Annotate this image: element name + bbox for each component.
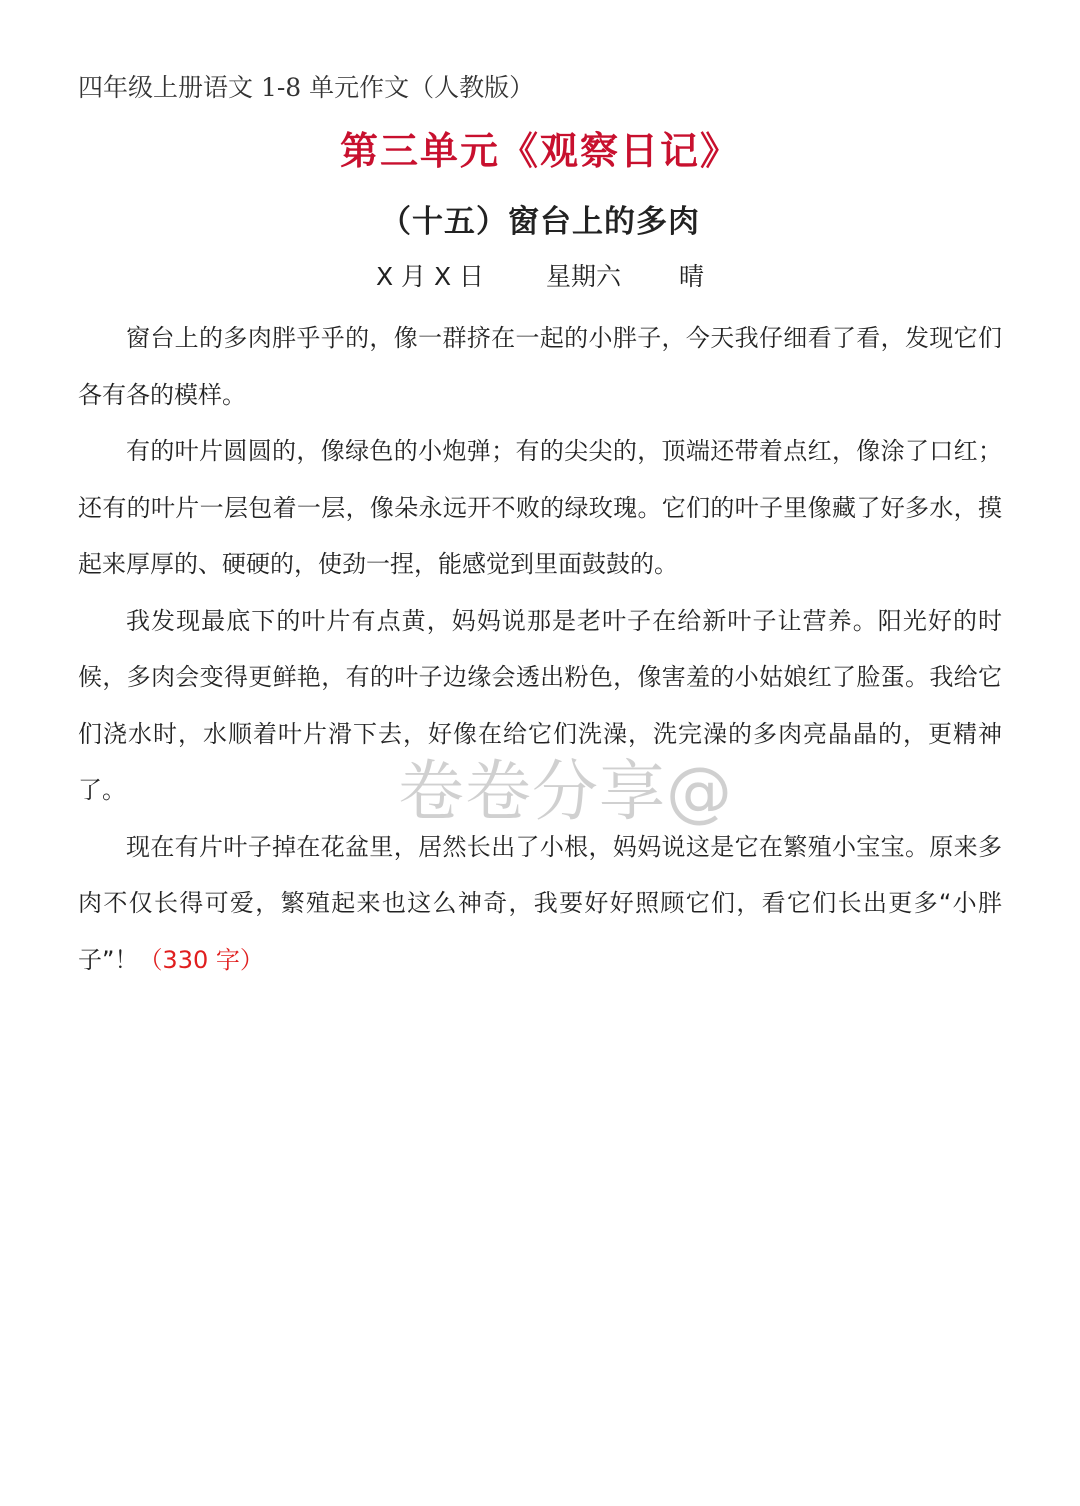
unit-title: 第三单元《观察日记》 <box>339 129 740 173</box>
book-header: 四年级上册语文 1-8 单元作文（人教版） <box>78 73 535 102</box>
diary-date: X 月 X 日 <box>375 262 485 291</box>
diary-date-line <box>0 257 1080 293</box>
essay-body <box>78 310 1002 988</box>
paragraph: 窗台上的多肉胖乎乎的，像一群挤在一起的小胖子，今天我仔细看了看，发现它们各有各的模样。 <box>78 324 1002 409</box>
paragraph: 有的叶片圆圆的，像绿色的小炮弹；有的尖尖的，顶端还带着点红，像涂了口红；还有的叶片一层包着一层，像朵永远开不败的绿玫瑰。它们的叶子里像藏了好多水，摸起来厚厚的、硬硬的，使劲一捏，能感觉到里面鼓鼓的。 <box>78 437 1002 578</box>
watermark: 卷卷分享@ <box>398 753 733 830</box>
paragraph: 我发现最底下的叶片有点黄，妈妈说那是老叶子在给新叶子让营养。阳光好的时候，多肉会变得更鲜艳，有的叶子边缘会透出粉色，像害羞的小姑娘红了脸蛋。我给它们浇水时，水顺着叶片滑下去，好像在给它们洗澡，洗完澡的多肉亮晶晶的，更精神了。 <box>78 606 1002 804</box>
diary-weather: 晴 <box>679 262 705 291</box>
word-count: （330 字） <box>138 945 264 974</box>
diary-weekday: 星期六 <box>546 262 622 291</box>
paragraph-text: 现在有片叶子掉在花盆里，居然长出了小根，妈妈说这是它在繁殖小宝宝。原来多肉不仅长得可爱，繁殖起来也这么神奇，我要好好照顾它们，看它们长出更多“小胖子”！ <box>78 832 1002 974</box>
essay-title: （十五）窗台上的多肉 <box>380 204 700 240</box>
paragraph-last <box>78 819 1002 989</box>
